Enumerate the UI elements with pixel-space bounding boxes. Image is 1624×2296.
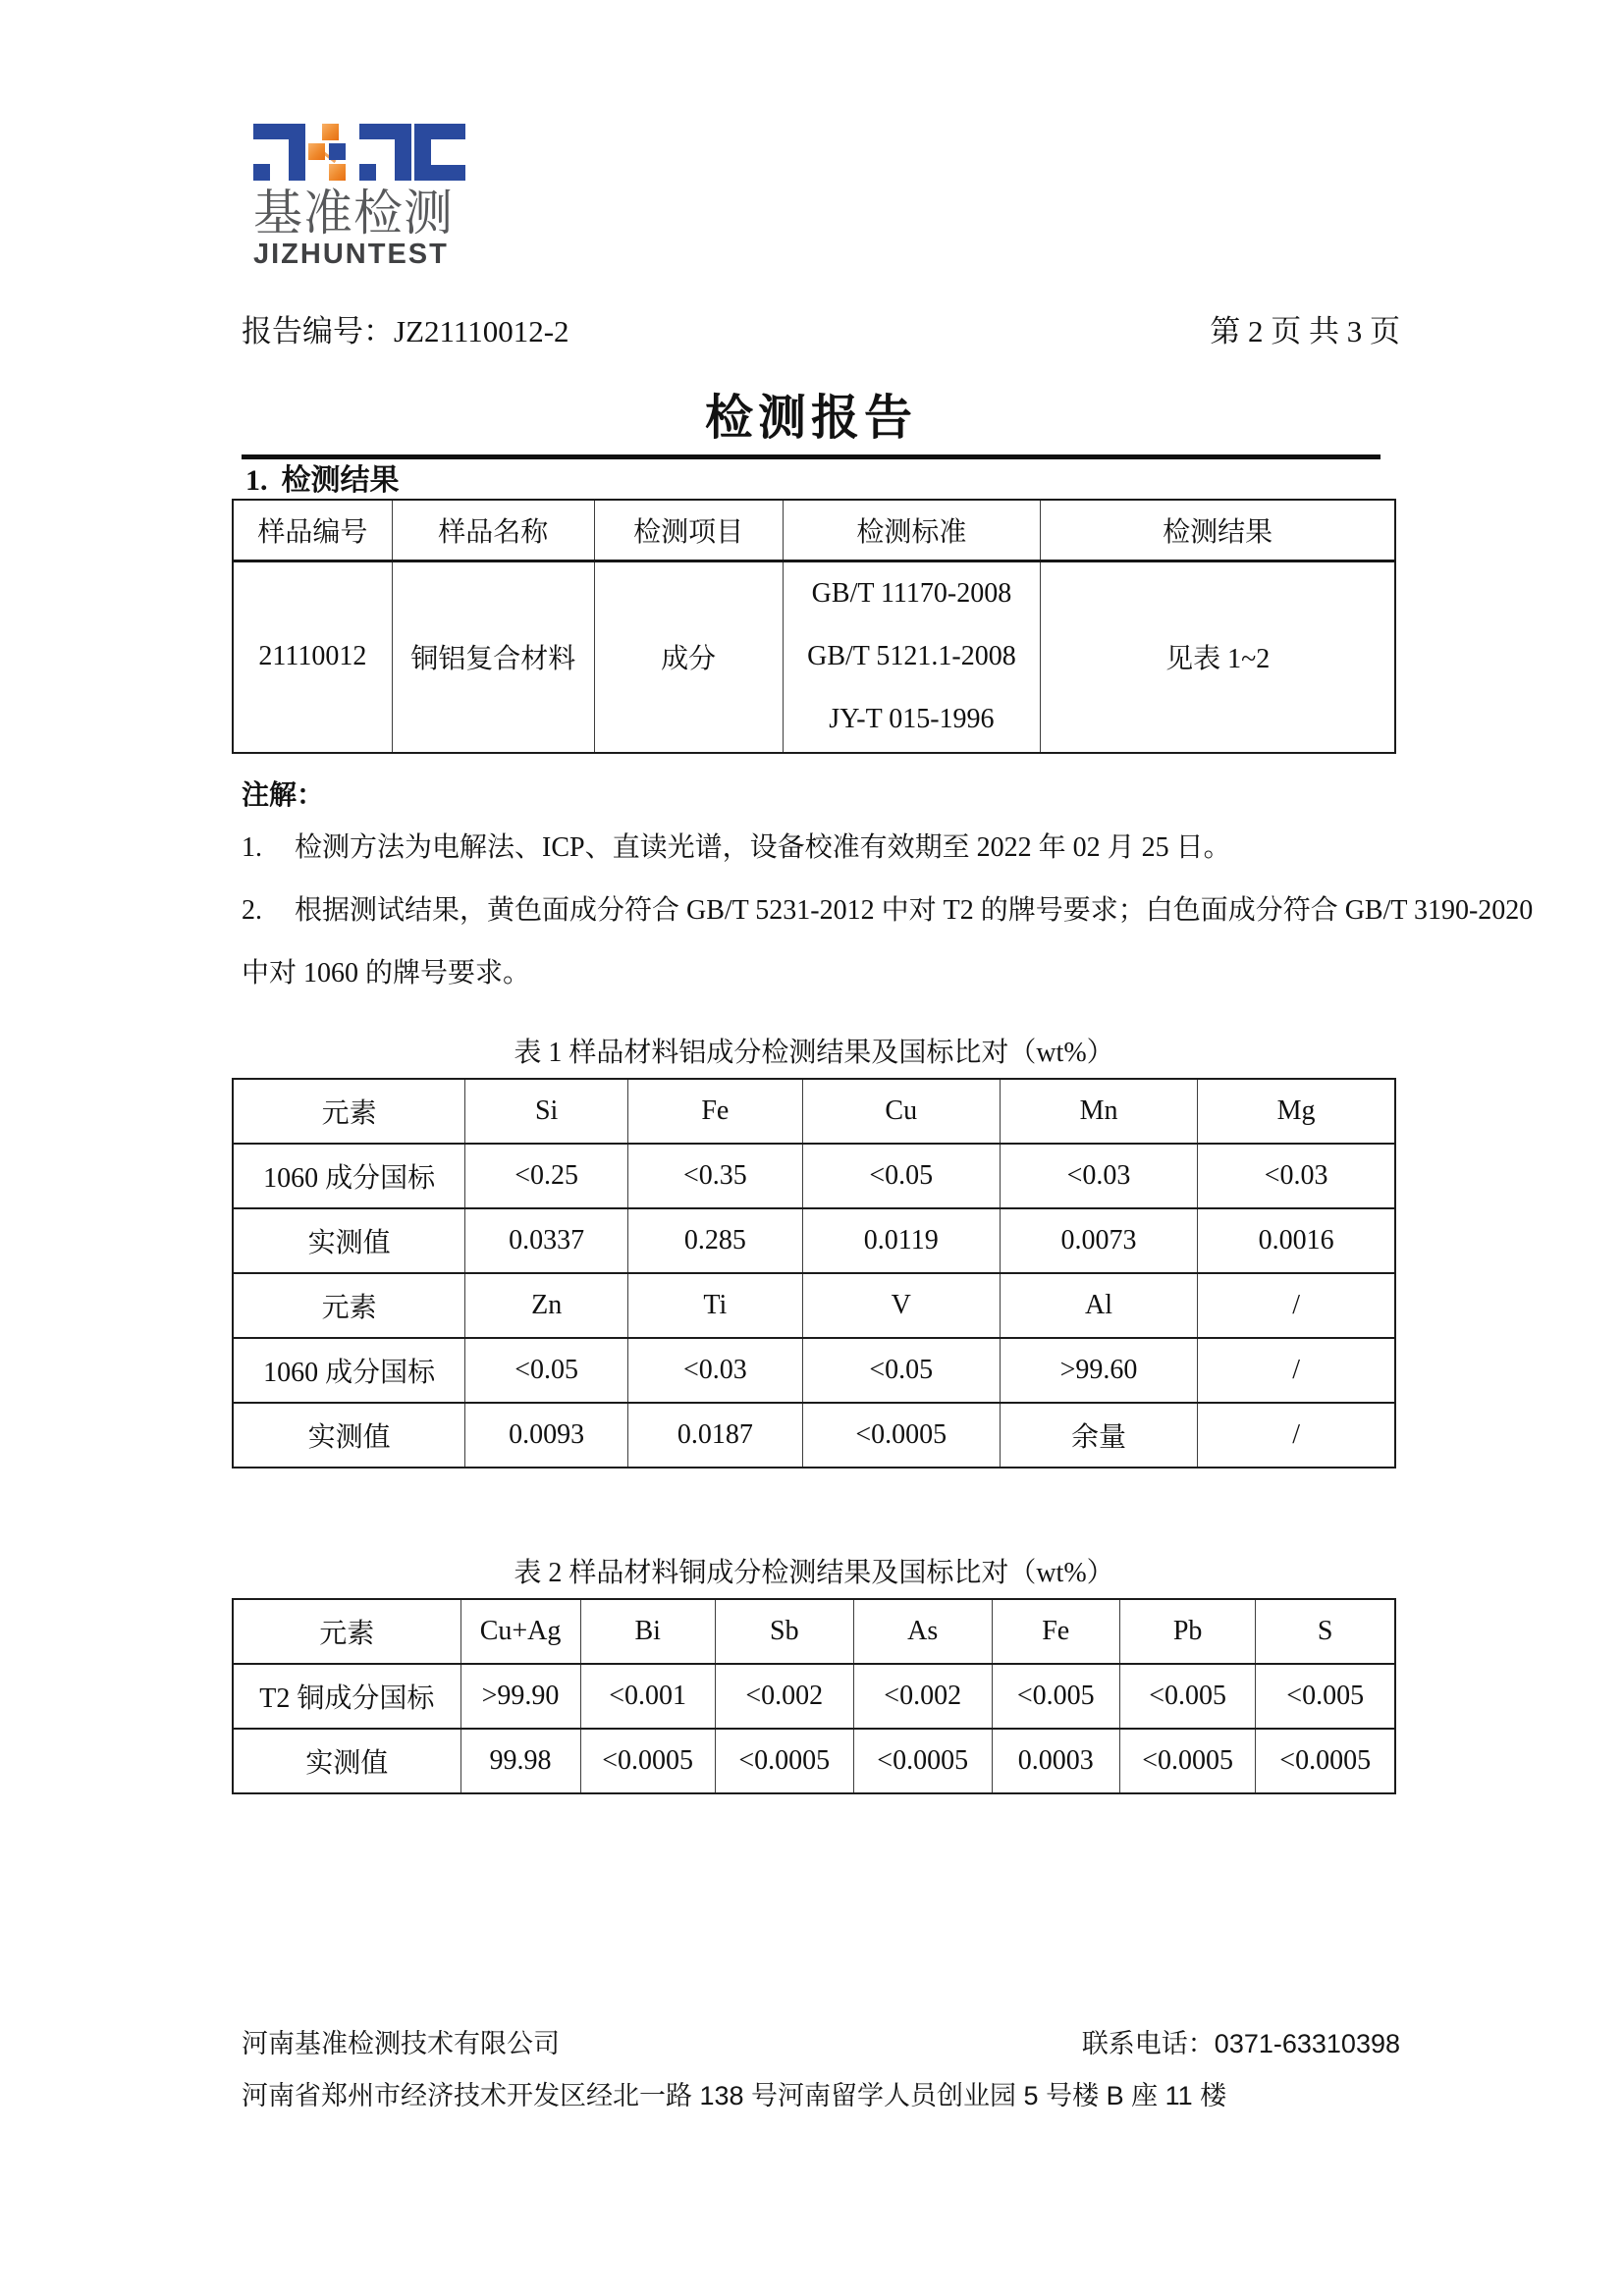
footer-phone: 联系电话：0371-63310398	[1081, 2029, 1400, 2058]
table-cell: <0.002	[853, 1664, 992, 1729]
table-row	[233, 1729, 1395, 1793]
table-cell: 0.0337	[465, 1208, 628, 1273]
note-item-2	[242, 880, 1534, 942]
table-cell: <0.03	[1198, 1144, 1395, 1208]
table-cell: 1060 成分国标	[233, 1144, 465, 1208]
logo-glyph-j2	[359, 124, 411, 181]
table-cell: /	[1198, 1338, 1395, 1403]
table-header-cell: 样品编号	[233, 500, 392, 561]
section-title: 检测结果	[281, 464, 400, 497]
table-cell: Ti	[628, 1273, 803, 1338]
note-text: 根据测试结果，黄色面成分符合 GB/T 5231-2012 中对 T2 的牌号要求；白色面成分符合 GB/T 3190-2020	[295, 895, 1534, 926]
table-row	[233, 1273, 1395, 1338]
table-cell: <0.0005	[580, 1729, 715, 1793]
table-header-cell: 检测项目	[594, 500, 783, 561]
table-cell: 21110012	[233, 561, 392, 753]
table-row	[233, 1208, 1395, 1273]
table-row	[233, 1664, 1395, 1729]
table-cell: <0.05	[802, 1144, 1000, 1208]
table-header-cell: Pb	[1119, 1599, 1256, 1664]
table-cell: 0.0093	[465, 1403, 628, 1468]
table-header-cell: 元素	[233, 1079, 465, 1144]
report-number: 报告编号：JZ21110012-2	[242, 314, 569, 348]
logo-glyph-j	[253, 124, 305, 181]
page-indicator: 第 2 页 共 3 页	[1210, 314, 1400, 348]
logo-glyph-c	[414, 124, 465, 181]
title-divider	[242, 454, 1380, 459]
report-title: 检测报告	[704, 391, 917, 445]
table-cell: Al	[1000, 1273, 1197, 1338]
table-cell: 0.285	[628, 1208, 803, 1273]
table1-caption: 表 1 样品材料铝成分检测结果及国标比对（wt%）	[514, 1038, 1114, 1068]
aluminum-composition-table	[232, 1078, 1396, 1468]
table-cell: 0.0003	[992, 1729, 1119, 1793]
table-cell: /	[1198, 1403, 1395, 1468]
summary-results-table	[232, 499, 1396, 754]
table-cell: <0.0005	[853, 1729, 992, 1793]
table-header-cell: S	[1256, 1599, 1395, 1664]
table-cell: <0.005	[1119, 1664, 1256, 1729]
header-meta-row	[242, 312, 1400, 351]
logo-mark-jzjc	[253, 124, 465, 181]
section-heading	[245, 462, 400, 500]
table-row	[233, 1403, 1395, 1468]
footer-company-row	[242, 2024, 1400, 2063]
table-header-cell: Fe	[992, 1599, 1119, 1664]
table-header-cell: 检测结果	[1041, 500, 1395, 561]
table-cell: <0.0005	[802, 1403, 1000, 1468]
table-cell: 1060 成分国标	[233, 1338, 465, 1403]
logo-text-cn: 基准检测	[253, 186, 454, 240]
table-cell: Zn	[465, 1273, 628, 1338]
table-header-cell: As	[853, 1599, 992, 1664]
table-cell: <0.05	[465, 1338, 628, 1403]
footer-company-name: 河南基准检测技术有限公司	[242, 2029, 560, 2058]
table-cell: /	[1198, 1273, 1395, 1338]
table-row	[233, 561, 1395, 753]
table-cell: 实测值	[233, 1403, 465, 1468]
logo-glyph-z	[308, 124, 353, 181]
table-cell: <0.0005	[1256, 1729, 1395, 1793]
table-header-cell: Mg	[1198, 1079, 1395, 1144]
table-cell: <0.005	[992, 1664, 1119, 1729]
table-cell: T2 铜成分国标	[233, 1664, 460, 1729]
logo-text-en: JIZHUNTEST	[253, 239, 449, 270]
table-header-cell: 样品名称	[392, 500, 594, 561]
table-cell: 成分	[594, 561, 783, 753]
notes-label: 注解：	[242, 780, 325, 811]
table-cell: >99.60	[1000, 1338, 1197, 1403]
table-cell: <0.001	[580, 1664, 715, 1729]
table-cell: 元素	[233, 1273, 465, 1338]
notes-block	[242, 775, 1534, 1005]
table-cell: 0.0073	[1000, 1208, 1197, 1273]
table-cell: <0.03	[628, 1338, 803, 1403]
copper-composition-table	[232, 1598, 1396, 1794]
table-cell: 实测值	[233, 1208, 465, 1273]
footer-address: 河南省郑州市经济技术开发区经北一路 138 号河南留学人员创业园 5 号楼 B 座 11 楼	[242, 2081, 1227, 2110]
table-cell: <0.05	[802, 1338, 1000, 1403]
table-cell: 0.0119	[802, 1208, 1000, 1273]
table-cell: GB/T 11170-2008 GB/T 5121.1-2008 JY-T 015-1996	[783, 561, 1041, 753]
table-header-cell: Fe	[628, 1079, 803, 1144]
table-row	[233, 500, 1395, 561]
table-header-cell: Cu+Ag	[460, 1599, 580, 1664]
table-cell: 99.98	[460, 1729, 580, 1793]
table-header-cell: Cu	[802, 1079, 1000, 1144]
table-header-cell: Si	[465, 1079, 628, 1144]
table-cell: >99.90	[460, 1664, 580, 1729]
table-cell: 铜铝复合材料	[392, 561, 594, 753]
note-number: 1.	[242, 832, 262, 863]
table-header-cell: 检测标准	[783, 500, 1041, 561]
table-cell: <0.002	[715, 1664, 853, 1729]
table-header-cell: Bi	[580, 1599, 715, 1664]
table-cell: 0.0016	[1198, 1208, 1395, 1273]
table-header-cell: 元素	[233, 1599, 460, 1664]
table-cell: V	[802, 1273, 1000, 1338]
table-row	[233, 1599, 1395, 1664]
table-header-cell: Sb	[715, 1599, 853, 1664]
table-cell: <0.0005	[1119, 1729, 1256, 1793]
table-cell: <0.25	[465, 1144, 628, 1208]
note-item-2-continued: 中对 1060 的牌号要求。	[242, 958, 531, 988]
note-number: 2.	[242, 895, 262, 926]
table-cell: <0.005	[1256, 1664, 1395, 1729]
page-footer	[242, 2024, 1400, 2115]
note-item-1	[242, 817, 1400, 880]
table-cell: 实测值	[233, 1729, 460, 1793]
note-text: 检测方法为电解法、ICP、直读光谱，设备校准有效期至 2022 年 02 月 25 日。	[295, 832, 1231, 863]
company-logo	[253, 124, 489, 269]
table-row	[233, 1079, 1395, 1144]
table2-caption: 表 2 样品材料铜成分检测结果及国标比对（wt%）	[514, 1558, 1114, 1588]
table-cell: <0.35	[628, 1144, 803, 1208]
table-cell: 0.0187	[628, 1403, 803, 1468]
table-cell: 见表 1~2	[1041, 561, 1395, 753]
table-cell: 余量	[1000, 1403, 1197, 1468]
table-cell: <0.03	[1000, 1144, 1197, 1208]
table-cell: <0.0005	[715, 1729, 853, 1793]
table-row	[233, 1144, 1395, 1208]
table-header-cell: Mn	[1000, 1079, 1197, 1144]
table-row	[233, 1338, 1395, 1403]
section-number: 1.	[245, 464, 268, 497]
